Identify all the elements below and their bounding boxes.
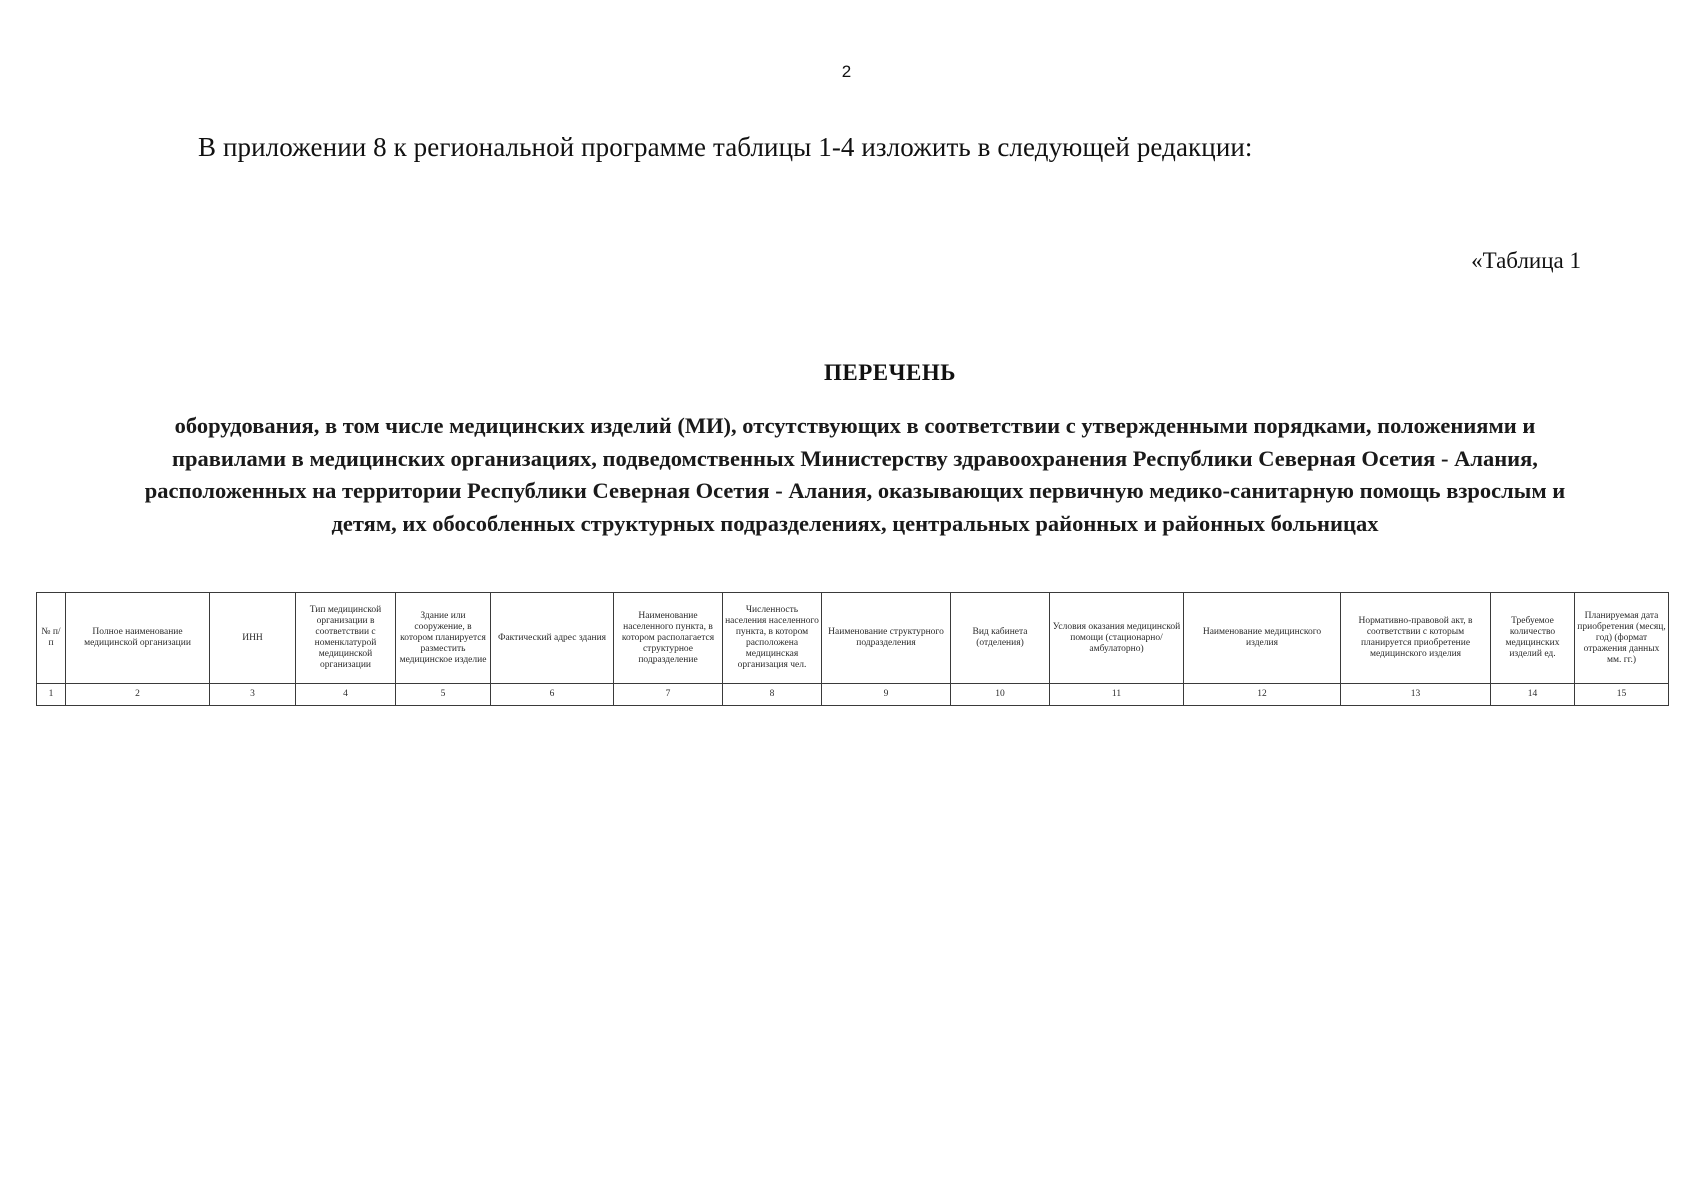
header-cell: Тип медицинской организации в соответствии с номенклатурой медицинской организации bbox=[296, 593, 396, 684]
column-number-cell: 6 bbox=[491, 684, 614, 706]
column-number-cell: 1 bbox=[37, 684, 66, 706]
header-cell: Нормативно-правовой акт, в соответствии с которым планируется приобретение медицинского изделия bbox=[1341, 593, 1491, 684]
column-number-cell: 8 bbox=[723, 684, 822, 706]
column-number-cell: 14 bbox=[1491, 684, 1575, 706]
column-number-cell: 3 bbox=[210, 684, 296, 706]
header-cell: Численность населения населенного пункта, в котором расположена медицинская организация чел. bbox=[723, 593, 822, 684]
column-number-cell: 9 bbox=[822, 684, 951, 706]
header-cell: Условия оказания медицинской помощи (стационарно/амбулаторно) bbox=[1050, 593, 1184, 684]
header-cell: Полное наименование медицинской организации bbox=[66, 593, 210, 684]
table-label: «Таблица 1 bbox=[1471, 248, 1581, 273]
header-cell: Требуемое количество медицинских изделий ед. bbox=[1491, 593, 1575, 684]
column-number-cell: 12 bbox=[1184, 684, 1341, 706]
column-number-cell: 15 bbox=[1575, 684, 1669, 706]
column-number-cell: 7 bbox=[614, 684, 723, 706]
document-subtitle: оборудования, в том числе медицинских изделий (МИ), отсутствующих в соответствии с утвержденными порядками, положениями и правилами в медицинских организациях, подведомственных Министерству здравоохранения Республики Северная Осетия - Алания, расположенных на территории Республики Северная Осетия - Алания, оказывающих первичную медико-санитарную помощь взрослым и детям, их обособленных структурных подразделениях, центральных районных и районных больницах bbox=[144, 413, 1566, 536]
page-number: 2 bbox=[841, 62, 852, 81]
column-number-cell: 11 bbox=[1050, 684, 1184, 706]
header-cell: ИНН bbox=[210, 593, 296, 684]
header-cell: № п/п bbox=[37, 593, 66, 684]
header-cell: Фактический адрес здания bbox=[491, 593, 614, 684]
table-header-row bbox=[37, 593, 1669, 684]
column-number-row bbox=[37, 684, 1669, 706]
header-cell: Планируемая дата приобретения (месяц, год) (формат отражения данных мм. гг.) bbox=[1575, 593, 1669, 684]
header-cell: Наименование структурного подразделения bbox=[822, 593, 951, 684]
column-number-cell: 5 bbox=[396, 684, 491, 706]
column-number-cell: 4 bbox=[296, 684, 396, 706]
header-cell: Здание или сооружение, в котором планируется разместить медицинское изделие bbox=[396, 593, 491, 684]
equipment-table bbox=[36, 592, 1669, 706]
header-cell: Наименование медицинского изделия bbox=[1184, 593, 1341, 684]
column-number-cell: 2 bbox=[66, 684, 210, 706]
column-number-cell: 10 bbox=[951, 684, 1050, 706]
intro-paragraph: В приложении 8 к региональной программе таблицы 1-4 изложить в следующей редакции: bbox=[198, 132, 1253, 162]
header-cell: Наименование населенного пункта, в котором располагается структурное подразделение bbox=[614, 593, 723, 684]
document-title: ПЕРЕЧЕНЬ bbox=[824, 360, 956, 385]
column-number-cell: 13 bbox=[1341, 684, 1491, 706]
header-cell: Вид кабинета (отделения) bbox=[951, 593, 1050, 684]
